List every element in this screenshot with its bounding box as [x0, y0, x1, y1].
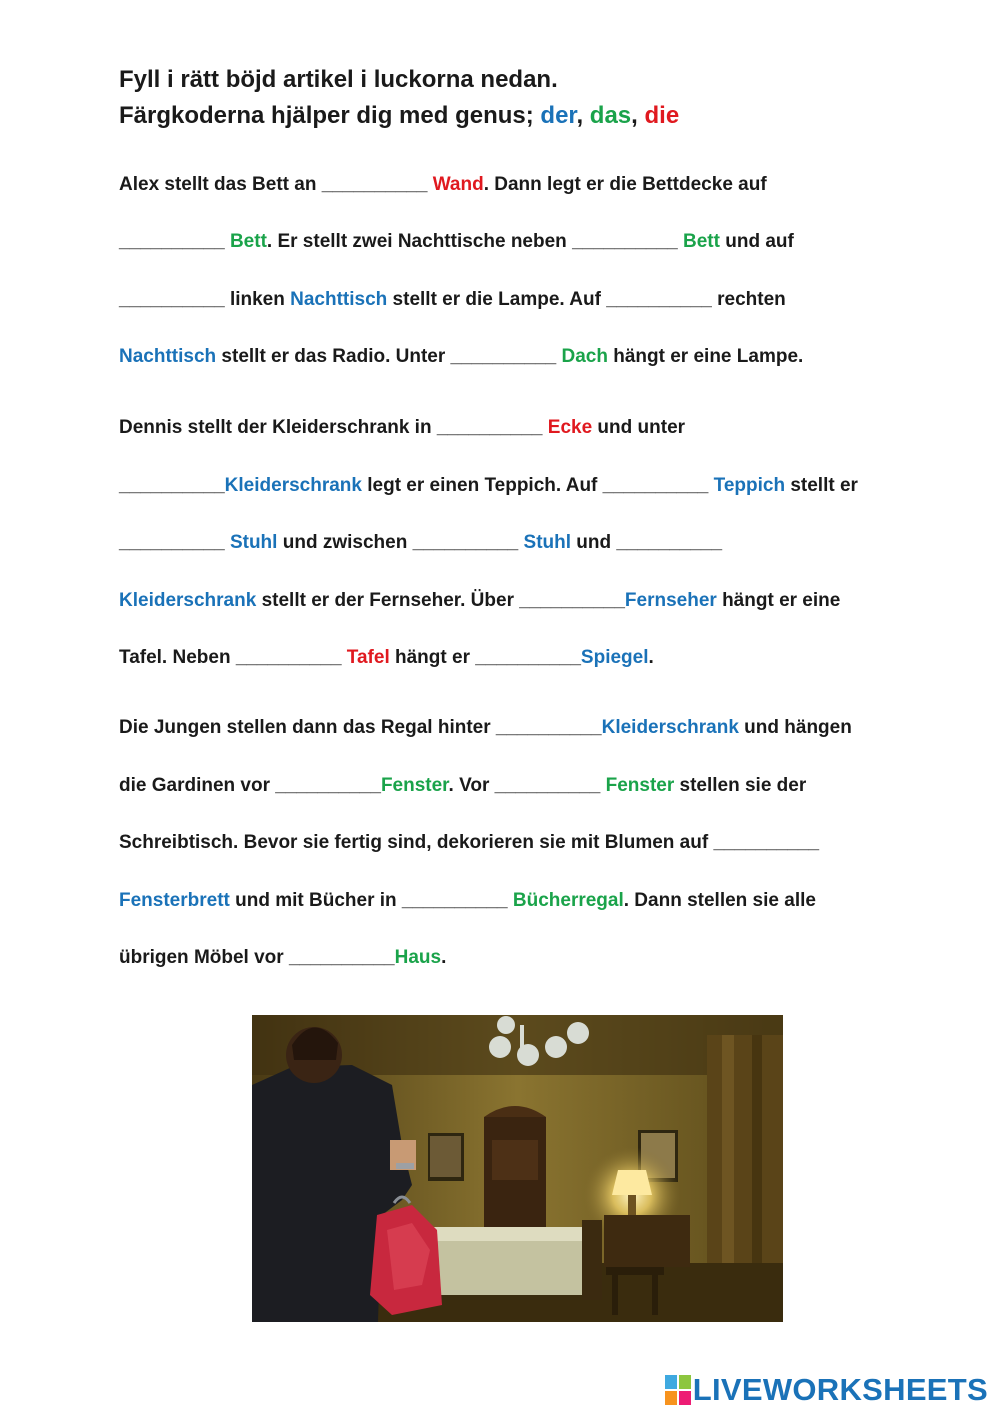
sentence-text: Alex stellt das Bett an [119, 174, 322, 195]
sentence-text: Die Jungen stellen dann das Regal hinter [119, 717, 496, 738]
answer-blank[interactable]: __________ [475, 647, 581, 668]
gendered-noun: Stuhl [229, 532, 278, 553]
answer-blank[interactable]: __________ [288, 947, 395, 968]
sentence-text: und unter [592, 417, 686, 438]
gendered-noun: Haus [394, 947, 442, 968]
gendered-noun: Dach [561, 346, 608, 367]
exercise-line [119, 830, 819, 856]
separator: , [631, 102, 645, 129]
sentence-text: . [648, 647, 654, 668]
gender-die-label: die [644, 102, 680, 129]
separator: , [576, 102, 590, 129]
sentence-text: . [441, 947, 447, 968]
answer-blank[interactable]: __________ [495, 717, 602, 738]
gendered-noun: Ecke [547, 417, 593, 438]
sentence-text: die Gardinen vor [119, 775, 276, 796]
sentence-text: rechten [711, 289, 786, 310]
exercise-line [119, 645, 654, 671]
gendered-noun: Teppich [713, 475, 786, 496]
sentence-text: Dennis stellt der Kleiderschrank in [119, 417, 437, 438]
sentence-text: . Dann legt er die Bettdecke auf [483, 174, 767, 195]
answer-blank[interactable]: __________ [494, 775, 601, 796]
exercise-line [119, 344, 803, 370]
sentence-text: hängt er eine [716, 590, 841, 611]
sentence-text: hängt er eine Lampe. [607, 346, 804, 367]
gender-der-label: der [540, 102, 577, 129]
sentence-text: stellt er das Radio. Unter [216, 346, 451, 367]
answer-blank[interactable]: __________ [401, 890, 508, 911]
gendered-noun: Spiegel [580, 647, 649, 668]
gendered-noun: Bett [229, 231, 267, 252]
answer-blank[interactable]: __________ [519, 590, 625, 611]
sentence-text: und mit Bücher in [229, 890, 402, 911]
gendered-noun: Fernseher [624, 590, 717, 611]
sentence-text: stellt er [785, 475, 858, 496]
instruction-prefix: Färgkoderna hjälper dig med genus; [119, 102, 541, 129]
answer-blank[interactable]: __________ [321, 174, 428, 195]
sentence-text: stellt er die Lampe. Auf [387, 289, 607, 310]
answer-blank[interactable]: __________ [119, 289, 225, 310]
answer-blank[interactable]: __________ [119, 231, 225, 252]
instructions-heading [119, 62, 679, 134]
sentence-text: Tafel. Neben [119, 647, 236, 668]
exercise-line [119, 229, 794, 255]
gendered-noun: Fenster [380, 775, 449, 796]
exercise-line [119, 172, 767, 198]
answer-blank[interactable]: __________ [450, 346, 557, 367]
sentence-text: legt er einen Teppich. Auf [361, 475, 603, 496]
sentence-text: . Vor [448, 775, 495, 796]
bedroom-photo [252, 1015, 783, 1322]
exercise-line [119, 287, 786, 313]
exercise-line [119, 773, 806, 799]
answer-blank[interactable]: __________ [275, 775, 381, 796]
sentence-text: Schreibtisch. Bevor sie fertig sind, dekorieren sie mit Blumen auf [119, 832, 714, 853]
sentence-text: und hängen [738, 717, 852, 738]
gendered-noun: Nachttisch [290, 289, 388, 310]
sentence-text: und [571, 532, 617, 553]
instruction-line-1: Fyll i rätt böjd artikel i luckorna nedan. [119, 66, 558, 93]
answer-blank[interactable]: __________ [412, 532, 519, 553]
sentence-text: stellen sie der [674, 775, 807, 796]
exercise-line [119, 888, 816, 914]
gendered-noun: Fensterbrett [119, 890, 230, 911]
gendered-noun: Nachttisch [119, 346, 217, 367]
liveworksheets-logo-icon [665, 1375, 691, 1405]
gendered-noun: Bett [683, 231, 720, 252]
gendered-noun: Bücherregal [512, 890, 624, 911]
instruction-line-2 [119, 98, 679, 134]
sentence-text: . Dann stellen sie alle [623, 890, 816, 911]
brand-text: LIVEWORKSHEETS [692, 1372, 988, 1407]
exercise-line [119, 588, 840, 614]
gendered-noun: Kleiderschrank [224, 475, 362, 496]
gendered-noun: Stuhl [523, 532, 572, 553]
exercise-line [119, 415, 685, 441]
gendered-noun: Wand [432, 174, 484, 195]
answer-blank[interactable]: __________ [119, 475, 225, 496]
answer-blank[interactable]: __________ [616, 532, 723, 553]
sentence-text: . Er stellt zwei Nachttische neben [266, 231, 573, 252]
answer-blank[interactable]: __________ [602, 475, 709, 496]
sentence-text: hängt er [389, 647, 476, 668]
gender-das-label: das [589, 102, 632, 129]
gendered-noun: Fenster [605, 775, 675, 796]
exercise-line [119, 715, 852, 741]
answer-blank[interactable]: __________ [436, 417, 543, 438]
answer-blank[interactable]: __________ [119, 532, 225, 553]
gendered-noun: Kleiderschrank [601, 717, 739, 738]
sentence-text: und auf [719, 231, 794, 252]
answer-blank[interactable]: __________ [572, 231, 678, 252]
gendered-noun: Kleiderschrank [119, 590, 257, 611]
exercise-line [119, 530, 722, 556]
exercise-line [119, 945, 446, 971]
gendered-noun: Tafel [346, 647, 390, 668]
sentence-text: stellt er der Fernseher. Über [256, 590, 520, 611]
answer-blank[interactable]: __________ [235, 647, 342, 668]
sentence-text: übrigen Möbel vor [119, 947, 289, 968]
sentence-text: und zwischen [277, 532, 413, 553]
sentence-text: linken [224, 289, 291, 310]
exercise-line [119, 473, 858, 499]
answer-blank[interactable]: __________ [713, 832, 820, 853]
answer-blank[interactable]: __________ [606, 289, 712, 310]
liveworksheets-logo [665, 1370, 988, 1410]
